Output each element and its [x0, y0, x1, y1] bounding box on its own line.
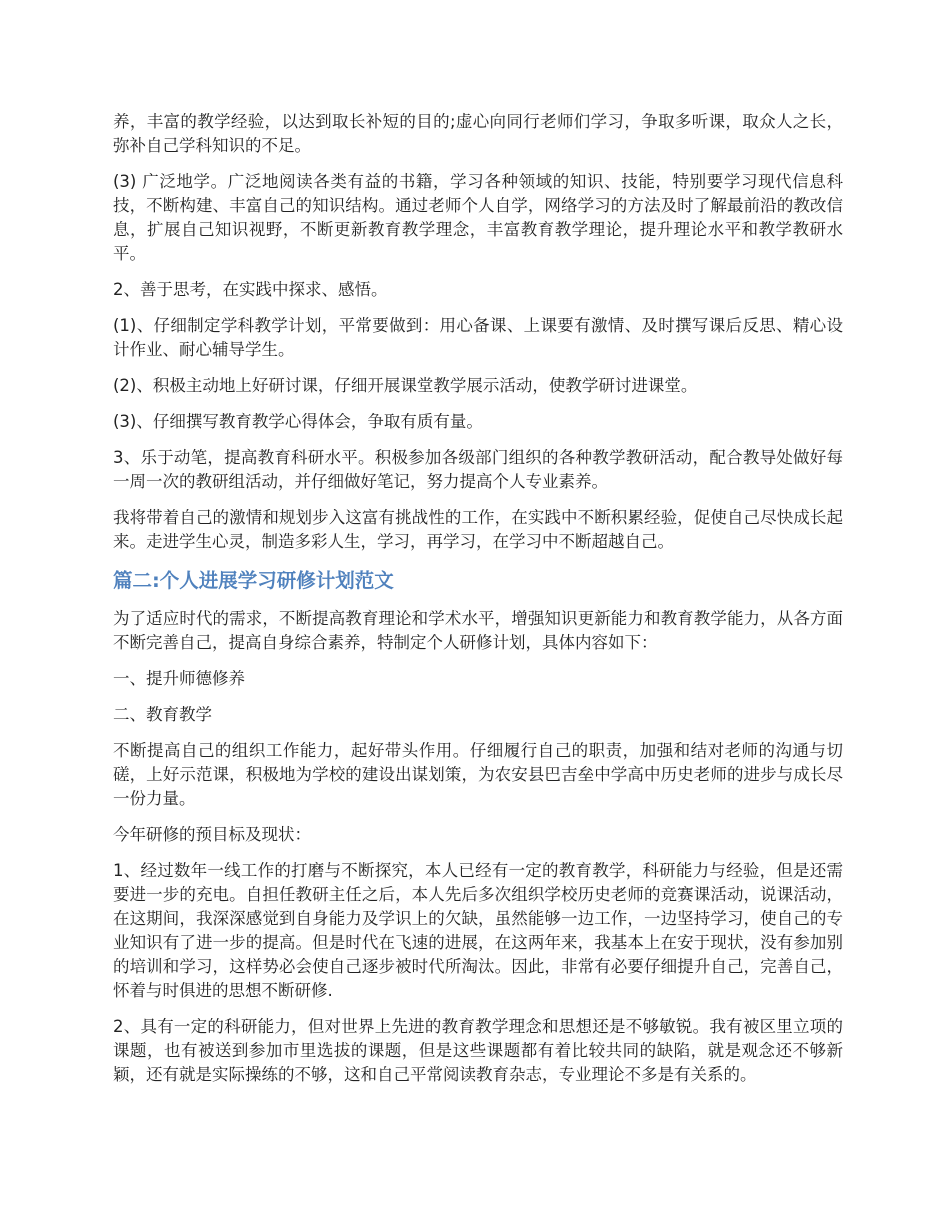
paragraph: 不断提高自己的组织工作能力，起好带头作用。仔细履行自己的职责，加强和结对老师的沟通与切磋，上好示范课，积极地为学校的建设出谋划策，为农安县巴吉垒中学高中历史老师的进步与成长尽一份力量。	[113, 741, 843, 808]
paragraph: (2)、积极主动地上好研讨课，仔细开展课堂教学展示活动，使教学研讨进课堂。	[113, 376, 698, 395]
section-heading: 篇二:个人进展学习研修计划范文	[113, 569, 394, 592]
paragraph: 2、善于思考，在实践中探求、感悟。	[113, 280, 388, 299]
paragraph: 为了适应时代的需求，不断提高教育理论和学术水平，增强知识更新能力和教育教学能力，从各方面不断完善自己，提高自身综合素养，特制定个人研修计划，具体内容如下：	[113, 609, 843, 652]
paragraph: 2、具有一定的科研能力，但对世界上先进的教育教学理念和思想还是不够敏锐。我有被区里立项的课题，也有被送到参加市里选拔的课题，但是这些课题都有着比较共同的缺陷，就是观念还不够新颖，还有就是实际操练的不够，这和自己平常阅读教育杂志，专业理论不多是有关系的。	[113, 1017, 843, 1084]
paragraph: 一、提升师德修养	[113, 669, 245, 688]
paragraph: (3)、仔细撰写教育教学心得体会，争取有质有量。	[113, 412, 483, 431]
paragraph: 我将带着自己的激情和规划步入这富有挑战性的工作，在实践中不断积累经验，促使自己尽快成长起来。走进学生心灵，制造多彩人生，学习，再学习，在学习中不断超越自己。	[113, 508, 843, 551]
paragraph: (3) 广泛地学。广泛地阅读各类有益的书籍，学习各种领域的知识、技能，特别要学习现代信息科技，不断构建、丰富自己的知识结构。通过老师个人自学，网络学习的方法及时了解最前沿的教改信息，扩展自己知识视野，不断更新教育教学理念，丰富教育教学理论，提升理论水平和教学教研水平。	[113, 172, 843, 263]
paragraph: 1、经过数年一线工作的打磨与不断探究，本人已经有一定的教育教学，科研能力与经验，但是还需要进一步的充电。自担任教研主任之后，本人先后多次组织学校历史老师的竞赛课活动，说课活动，在这期间，我深深感觉到自身能力及学识上的欠缺，虽然能够一边工作，一边坚持学习，使自己的专业知识有了进一步的提高。但是时代在飞速的进展，在这两年来，我基本上在安于现状，没有参加别的培训和学习，这样势必会使自己逐步被时代所淘汰。因此，非常有必要仔细提升自己，完善自己，怀着与时俱进的思想不断研修.	[113, 861, 843, 1000]
paragraph: 今年研修的预目标及现状：	[113, 825, 311, 844]
paragraph: 3、乐于动笔，提高教育科研水平。积极参加各级部门组织的各种教学教研活动，配合教导处做好每一周一次的教研组活动，并仔细做好笔记，努力提高个人专业素养。	[113, 448, 843, 491]
paragraph: (1)、仔细制定学科教学计划，平常要做到：用心备课、上课要有激情、及时撰写课后反思、精心设计作业、耐心辅导学生。	[113, 316, 843, 359]
document-page	[113, 110, 843, 1099]
paragraph: 二、教育教学	[113, 705, 212, 724]
paragraph: 养，丰富的教学经验，以达到取长补短的目的;虚心向同行老师们学习，争取多听课，取众人之长，弥补自己学科知识的不足。	[113, 112, 843, 155]
